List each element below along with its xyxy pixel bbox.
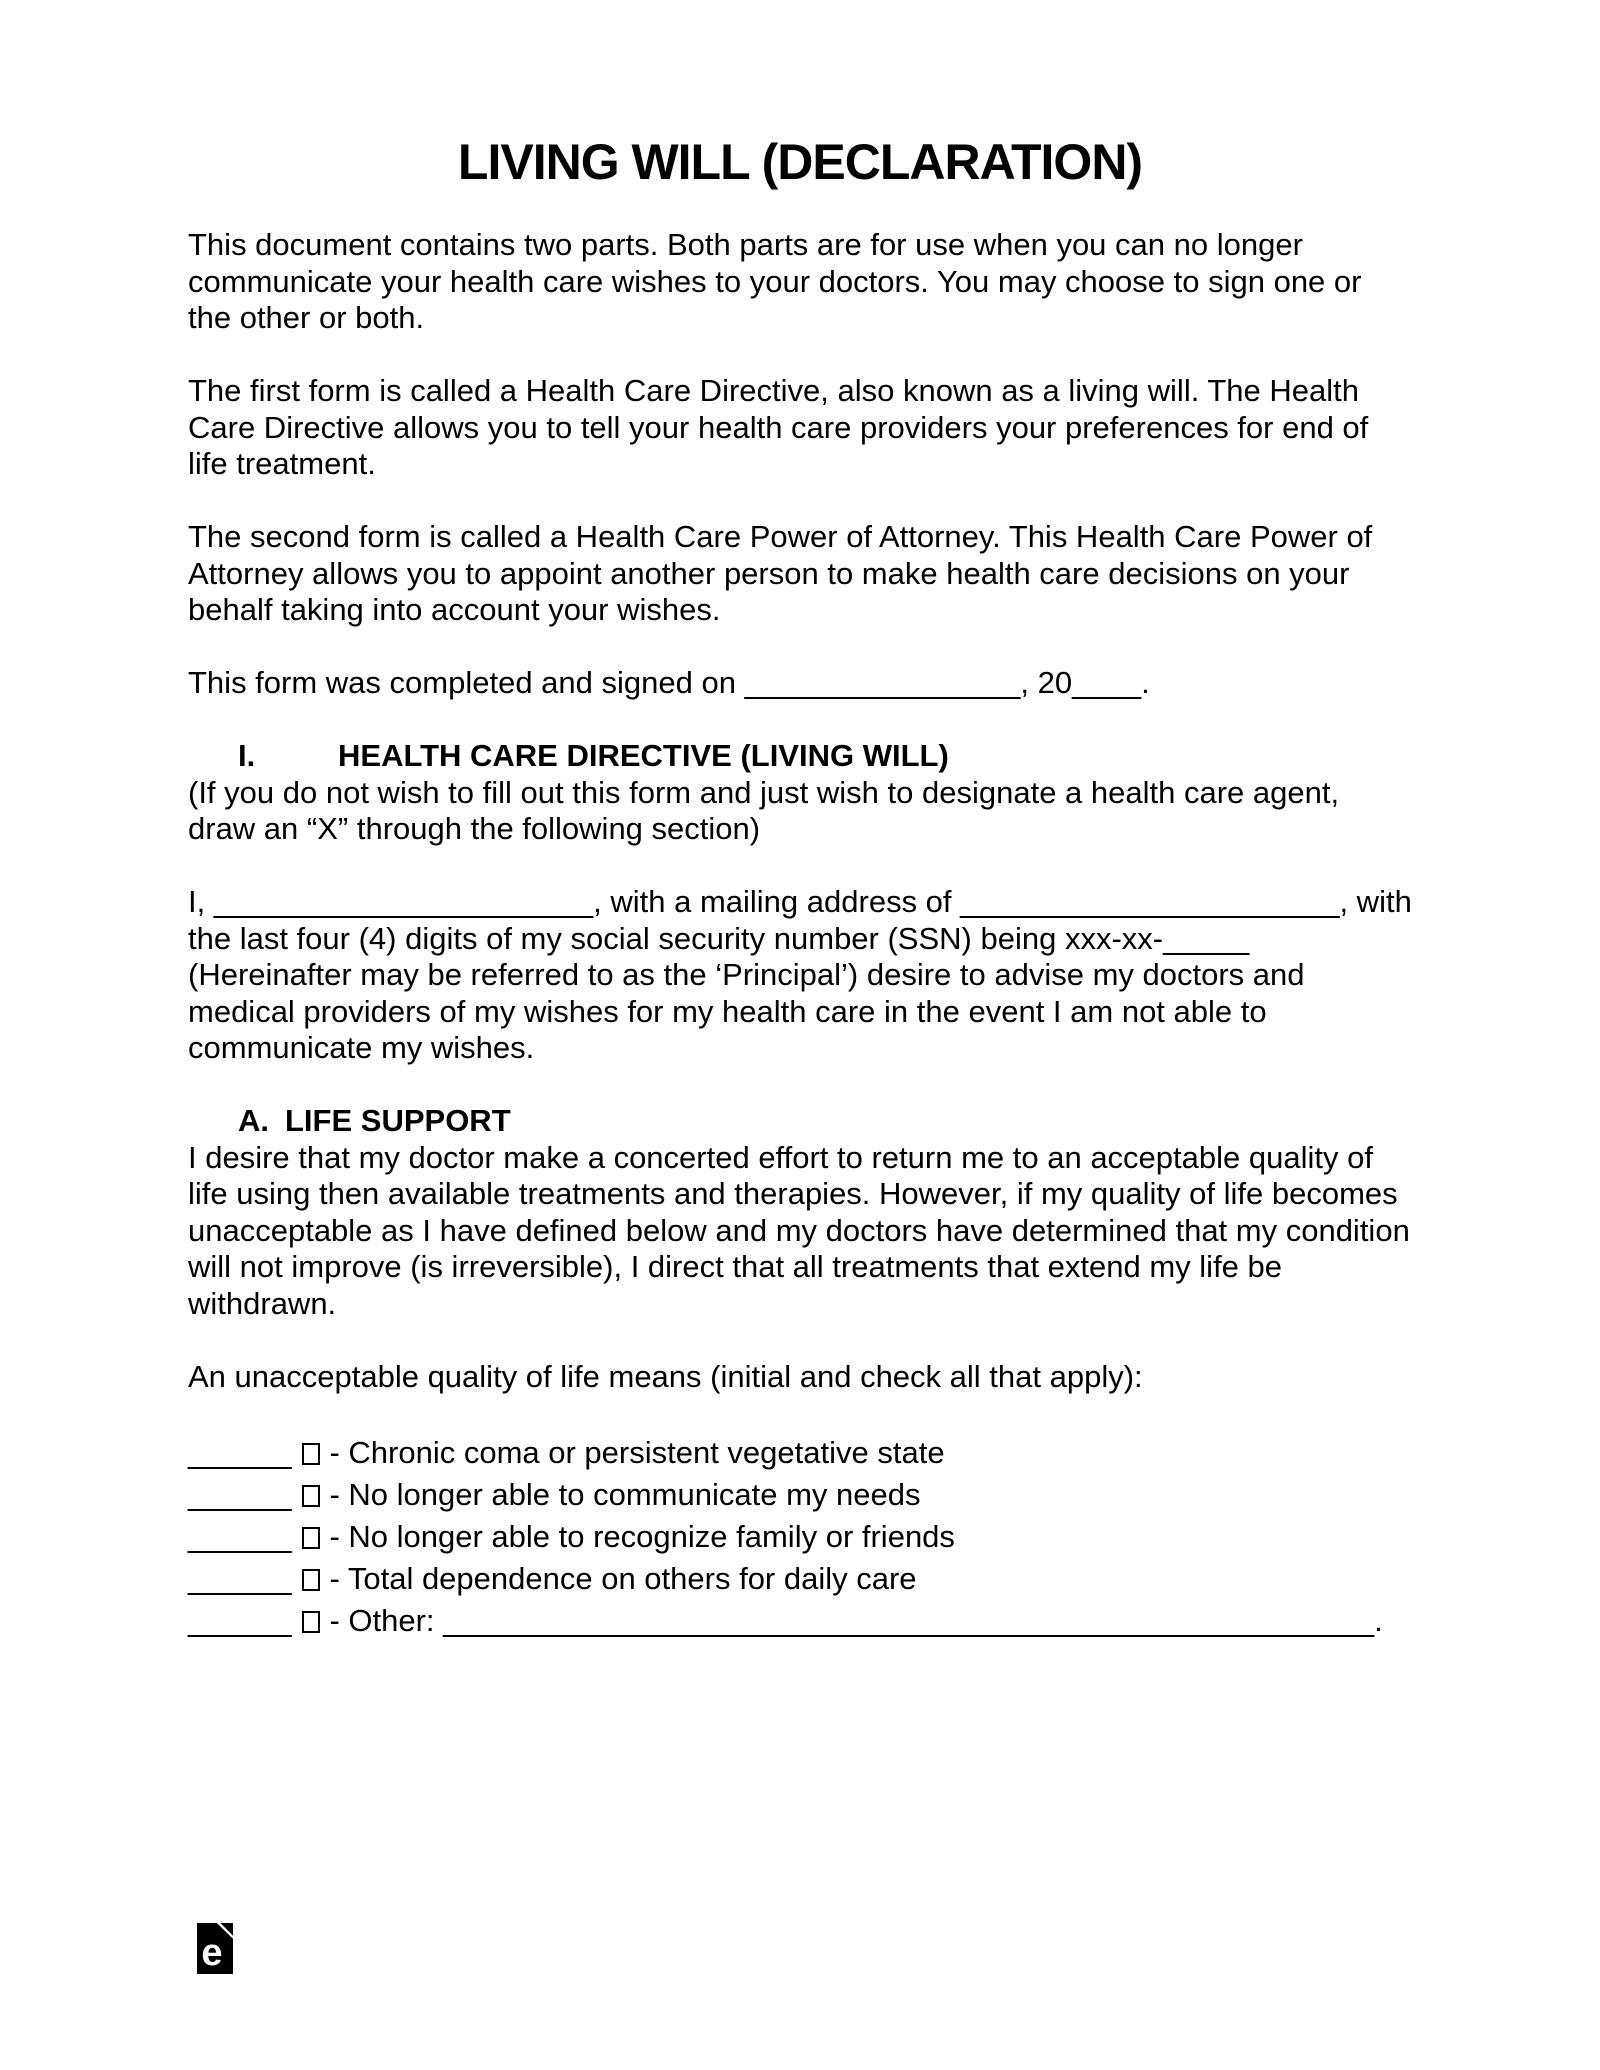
section-1-title: HEALTH CARE DIRECTIVE (LIVING WILL)	[338, 738, 949, 773]
other-description-blank[interactable]: ______________________________________________________	[443, 1602, 1375, 1638]
checklist-item-communicate	[188, 1474, 1412, 1516]
initials-blank[interactable]: ______	[188, 1518, 292, 1554]
dash-separator: -	[329, 1560, 348, 1596]
signed-date-line	[188, 665, 1412, 702]
initials-blank[interactable]: ______	[188, 1476, 292, 1512]
principal-seg-1: I,	[188, 884, 214, 919]
section-1-note: (If you do not wish to fill out this form and just wish to designate a health care agent, draw an “X” through the following section)	[188, 774, 1340, 846]
eforms-logo-letter: e	[201, 1932, 223, 1974]
eforms-logo	[197, 1923, 233, 1974]
principal-seg-4: (Hereinafter may be referred to as the ‘Principal’) desire to advise my doctors and medical providers of my wishes for my health care in the event I am not able to communicate my wishes.	[188, 957, 1305, 1065]
intro-paragraph-2: The first form is called a Health Care Directive, also known as a living will. The Health Care Directive allows you to tell your health care providers your preferences for end of life treatment.	[188, 373, 1369, 481]
checklist-item-dependence	[188, 1558, 1412, 1600]
intro-paragraph-3: The second form is called a Health Care Power of Attorney. This Health Care Power of Attorney allows you to appoint another person to make health care decisions on your behalf taking into account your wishes.	[188, 519, 1373, 627]
checkbox-icon[interactable]	[302, 1569, 320, 1591]
life-support-body: I desire that my doctor make a concerted effort to return me to an acceptable quality of life using then available treatments and therapies. However, if my quality of life becomes unacceptable as I have defined below and my doctors have determined that my condition will not improve (is irreversible), I direct that all treatments that extend my life be withdrawn.	[188, 1139, 1410, 1321]
date-blank[interactable]: ________________	[744, 665, 1021, 700]
year-blank[interactable]: ____	[1072, 665, 1142, 700]
checkbox-icon[interactable]	[302, 1527, 320, 1549]
section-1-heading	[188, 738, 1412, 775]
principal-statement	[188, 884, 1412, 1067]
quality-of-life-checklist	[188, 1432, 1412, 1642]
principal-seg-3: , with the last four (4) digits of my social security number (SSN) being xxx-xx-	[188, 884, 1412, 956]
quality-of-life-prompt: An unacceptable quality of life means (initial and check all that apply):	[188, 1358, 1143, 1394]
section-a-label: A.	[238, 1103, 269, 1138]
dash-separator: -	[329, 1518, 349, 1554]
checklist-item-other	[188, 1600, 1412, 1642]
initials-blank[interactable]: ______	[188, 1434, 292, 1470]
checklist-label: No longer able to communicate my needs	[348, 1476, 921, 1512]
other-period: .	[1374, 1602, 1383, 1638]
ssn-last-four-blank[interactable]: _____	[1163, 920, 1250, 956]
principal-name-blank[interactable]: ______________________	[213, 884, 594, 919]
section-a-title: LIFE SUPPORT	[285, 1103, 511, 1138]
initials-blank[interactable]: ______	[188, 1602, 292, 1638]
section-1-number: I.	[238, 738, 256, 773]
checkbox-icon[interactable]	[302, 1443, 320, 1465]
checklist-label: Chronic coma or persistent vegetative state	[348, 1434, 945, 1470]
dash-separator: -	[329, 1434, 349, 1470]
document-title: LIVING WILL (DECLARATION)	[457, 134, 1143, 190]
section-a-heading	[188, 1103, 1412, 1140]
signed-line-mid: , 20	[1020, 665, 1073, 700]
principal-seg-2: , with a mailing address of	[593, 884, 961, 919]
checklist-label: Total dependence on others for daily care	[347, 1560, 917, 1596]
dash-separator: -	[329, 1476, 349, 1512]
initials-blank[interactable]: ______	[188, 1560, 292, 1596]
mailing-address-blank[interactable]: ______________________	[960, 884, 1340, 919]
intro-paragraph-1: This document contains two parts. Both parts are for use when you can no longer communicate your health care wishes to your doctors. You may choose to sign one or the other or both.	[188, 227, 1362, 335]
checklist-label: No longer able to recognize family or friends	[348, 1518, 955, 1554]
checklist-item-coma	[188, 1432, 1412, 1474]
signed-line-text: This form was completed and signed on	[188, 665, 745, 700]
checkbox-icon[interactable]	[302, 1611, 320, 1633]
dash-separator: -	[329, 1602, 349, 1638]
checklist-item-recognize	[188, 1516, 1412, 1558]
checklist-label: Other:	[348, 1602, 444, 1638]
signed-line-period: .	[1141, 665, 1150, 700]
checkbox-icon[interactable]	[302, 1485, 320, 1507]
